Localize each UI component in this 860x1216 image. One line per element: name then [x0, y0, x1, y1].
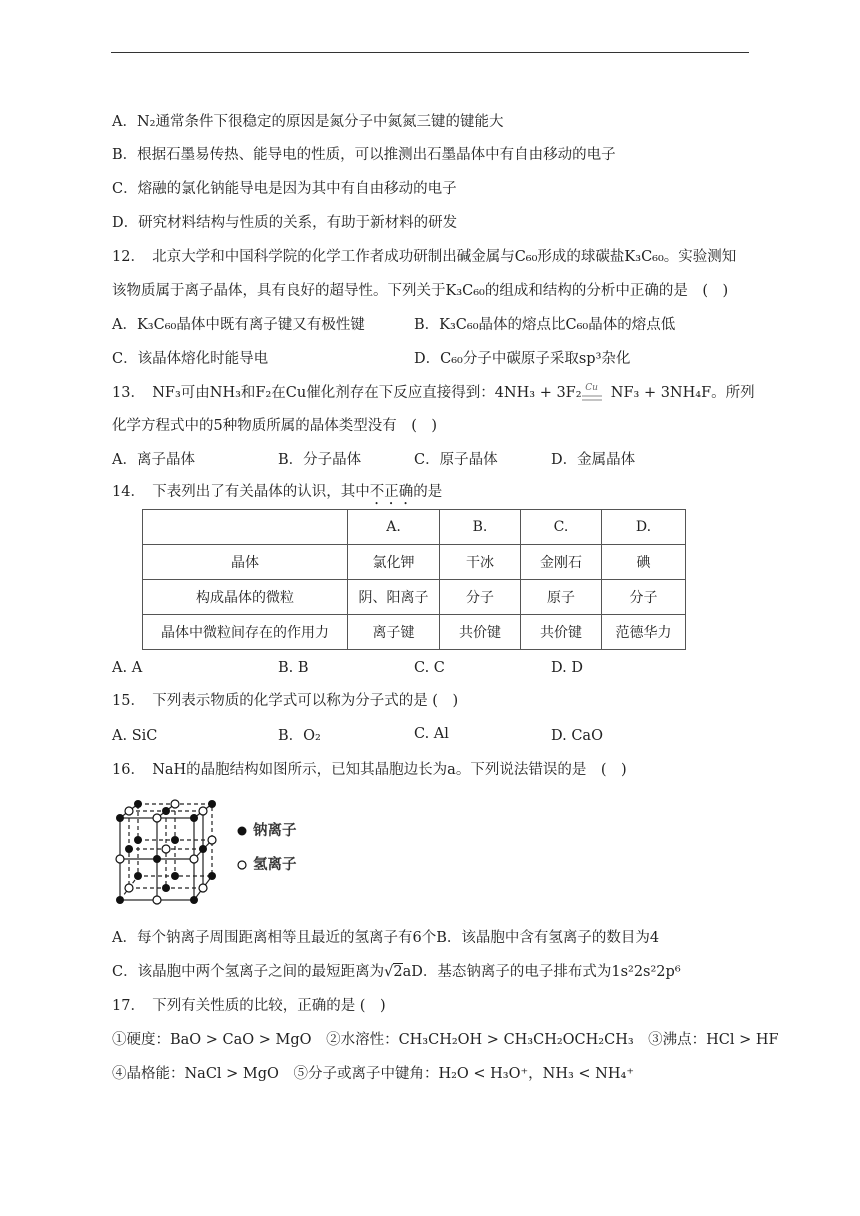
table-cell: 构成晶体的微粒: [143, 580, 348, 615]
q16-option-d-text: aD．基态钠离子的电子排布式为1s²2s²2p⁶: [402, 964, 681, 980]
q13-option-d: D．金属晶体: [551, 452, 636, 468]
table-cell: 分子: [440, 580, 521, 615]
q14-option-a: A. A: [112, 660, 143, 676]
q12-stem-line1: 12． 北京大学和中国科学院的化学工作者成功研制出碱金属与C₆₀形成的球碳盐K₃C₆₀。实验测知: [112, 249, 737, 265]
q14-stem-post: 的是: [413, 484, 443, 500]
table-cell: 氯化钾: [348, 545, 440, 580]
q12-option-c: C．该晶体熔化时能导电: [112, 351, 269, 367]
table-cell: 分子: [602, 580, 686, 615]
q15-option-d: D. CaO: [551, 728, 603, 744]
q12-option-b: B．K₃C₆₀晶体的熔点比C₆₀晶体的熔点低: [414, 317, 676, 333]
table-header-row: [143, 510, 686, 545]
nah-unit-cell-diagram: [112, 796, 222, 908]
table-cell: 晶体中微粒间存在的作用力: [143, 615, 348, 650]
q14-stem: [112, 482, 442, 508]
q13-equation-left: 13． NF₃可由NH₃和F₂在Cu催化剂存在下反应直接得到：4NH₃ + 3F₂: [112, 385, 582, 401]
table-cell: 范德华力: [602, 615, 686, 650]
q13-stem-line2: 化学方程式中的5种物质所属的晶体类型没有 ( ): [112, 418, 438, 434]
q15-option-c: C. Al: [414, 726, 449, 742]
q16-stem: 16． NaH的晶胞结构如图所示，已知其晶胞边长为a。下列说法错误的是 ( ): [112, 762, 627, 778]
table-cell: 金刚石: [521, 545, 602, 580]
table-row: [143, 580, 686, 615]
table-cell: 干冰: [440, 545, 521, 580]
catalyzed-arrow: [582, 383, 602, 405]
table-header-cell: A.: [348, 510, 440, 545]
q14-option-b: B. B: [278, 660, 309, 676]
sodium-ion-legend-icon: [237, 826, 247, 836]
table-cell: 晶体: [143, 545, 348, 580]
equals-sign-icon: [582, 395, 602, 401]
table-cell: 碘: [602, 545, 686, 580]
sqrt-sign: √: [384, 964, 394, 980]
table-cell: 离子键: [348, 615, 440, 650]
q12-option-d: D．C₆₀分子中碳原子采取sp³杂化: [414, 351, 631, 367]
q13-stem-line1: [112, 383, 755, 405]
q11-option-a: A．N₂通常条件下很稳定的原因是氮分子中氮氮三键的键能大: [112, 114, 504, 130]
q13-option-b: B．分子晶体: [278, 452, 362, 468]
q17-stem: 17． 下列有关性质的比较，正确的是 ( ): [112, 998, 386, 1014]
q11-option-c: C．熔融的氯化钠能导电是因为其中有自由移动的电子: [112, 181, 457, 197]
table-header-cell: D.: [602, 510, 686, 545]
hydride-ion-legend-icon: [237, 860, 247, 870]
table-cell: 阴、阳离子: [348, 580, 440, 615]
q15-option-b: B．O₂: [278, 728, 321, 744]
table-header-cell: B.: [440, 510, 521, 545]
q14-option-c: C. C: [414, 660, 445, 676]
table-cell: 原子: [521, 580, 602, 615]
catalyst-label: Cu: [585, 383, 598, 393]
q15-stem: 15． 下列表示物质的化学式可以称为分子式的是 ( ): [112, 693, 459, 709]
q16-option-cd: [112, 962, 681, 982]
table-header-cell: C.: [521, 510, 602, 545]
sqrt-radicand: 2: [393, 964, 403, 980]
q15-option-a: A. SiC: [112, 728, 158, 744]
q11-option-d: D．研究材料结构与性质的关系，有助于新材料的研发: [112, 215, 458, 231]
table-row: [143, 545, 686, 580]
q12-stem-line2: 该物质属于离子晶体，具有良好的超导性。下列关于K₃C₆₀的组成和结构的分析中正确的是 ( ): [112, 283, 729, 299]
q12-option-a: A．K₃C₆₀晶体中既有离子键又有极性键: [112, 317, 365, 333]
q16-option-c-text: C．该晶胞中两个氢离子之间的最短距离为: [112, 964, 385, 980]
q13-equation-right: NF₃ + 3NH₄F。所列: [610, 385, 755, 401]
q16-option-ab: A．每个钠离子周围距离相等且最近的氢离子有6个B．该晶胞中含有氢离子的数目为4: [112, 930, 660, 946]
q14-stem-emphasis: 不正确: [369, 484, 414, 500]
q14-stem-pre: 14． 下表列出了有关晶体的认识，其中: [112, 484, 370, 500]
header-rule: [111, 52, 749, 53]
table-row: [143, 615, 686, 650]
q14-option-d: D. D: [551, 660, 583, 676]
table-cell: 共价键: [521, 615, 602, 650]
q17-statements-line2: ④晶格能：NaCl > MgO ⑤分子或离子中键角：H₂O < H₃O⁺，NH₃ < NH₄⁺: [112, 1066, 634, 1082]
q13-option-a: A．离子晶体: [112, 452, 195, 468]
crystal-table: [142, 509, 686, 650]
legend-hydride-label: 氢离子: [253, 856, 297, 873]
table-header-cell: [143, 510, 348, 545]
legend-sodium-label: 钠离子: [253, 822, 297, 839]
table-cell: 共价键: [440, 615, 521, 650]
q13-option-c: C．原子晶体: [414, 452, 498, 468]
q11-option-b: B．根据石墨易传热、能导电的性质，可以推测出石墨晶体中有自由移动的电子: [112, 147, 616, 163]
q17-statements-line1: ①硬度：BaO > CaO > MgO ②水溶性：CH₃CH₂OH > CH₃CH₂OCH₂CH₃ ③沸点：HCl > HF: [112, 1032, 779, 1048]
